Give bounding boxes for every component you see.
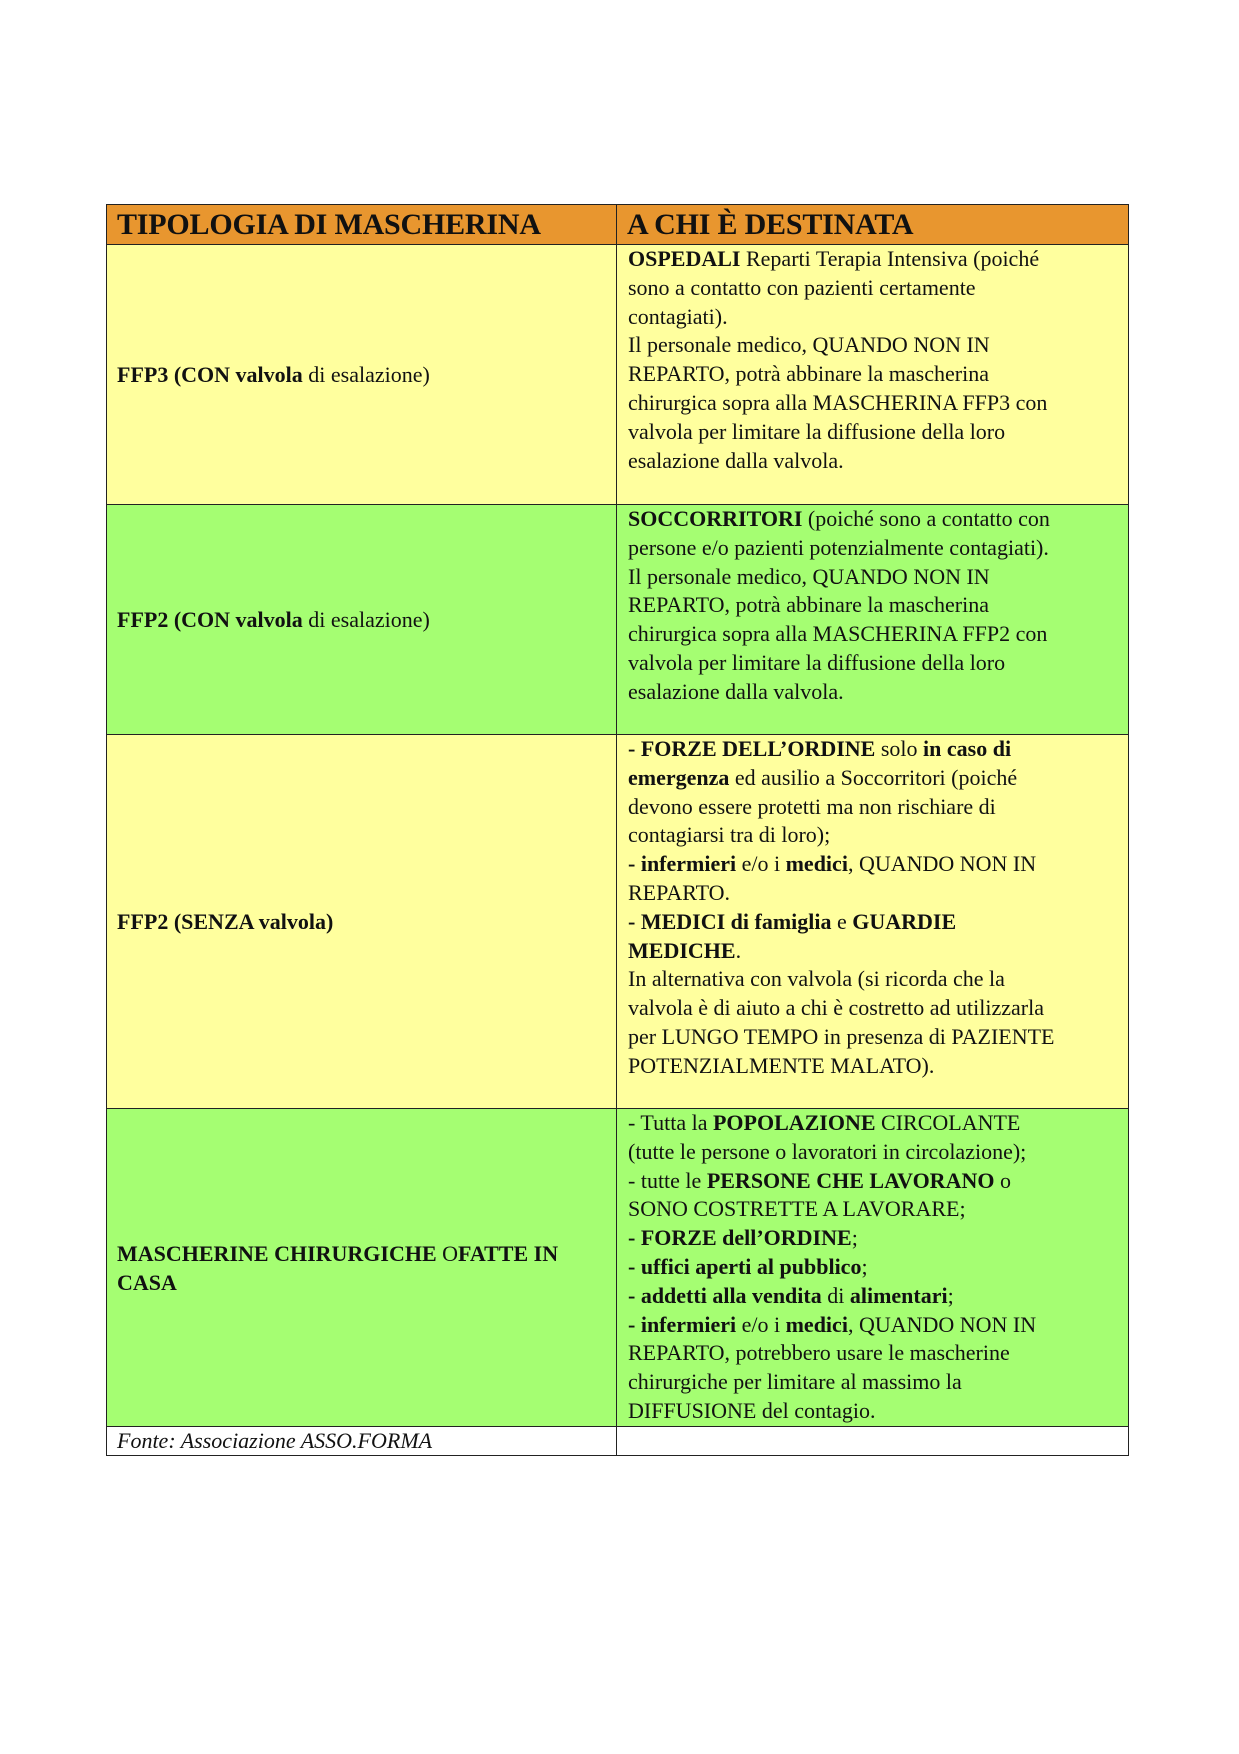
text-segment: CIRCOLANTE (875, 1110, 1021, 1135)
bold-text: MEDICHE (628, 937, 736, 963)
text-segment: ed ausilio a Soccorritori (poiché (729, 764, 1018, 790)
bold-text: - uffici aperti al pubblico (628, 1253, 862, 1279)
text-segment: chirurgiche per limitare al massimo la (628, 1369, 962, 1395)
text-line (628, 1195, 1118, 1224)
bold-text: MASCHERINE CHIRURGICHE (117, 1240, 437, 1266)
bold-text: - FORZE DELL’ORDINE (628, 736, 876, 761)
text-segment: devono essere protetti ma non rischiare di (628, 793, 996, 819)
text-segment: di (821, 1282, 850, 1308)
text-segment: esalazione dalla valvola. (628, 447, 844, 473)
text-segment: contagiarsi tra di loro); (628, 822, 831, 848)
text-line (628, 879, 1118, 908)
text-segment: REPARTO, potrà abbinare la mascherina (628, 592, 989, 618)
text-line (628, 303, 1118, 332)
destination-cell (617, 1109, 1129, 1427)
text-line (628, 678, 1118, 707)
mask-type-bold: FFP2 (SENZA valvola) (117, 909, 334, 934)
bold-text: PERSONE CHE LAVORANO (706, 1167, 995, 1193)
text-segment: valvola per limitare la diffusione della loro (628, 418, 1006, 444)
table-row (107, 1109, 1129, 1427)
table-row (107, 735, 1129, 1109)
mask-table (106, 204, 1129, 1456)
text-line (117, 1241, 458, 1266)
text-line (628, 1253, 1118, 1282)
text-line (628, 850, 1118, 879)
text-segment: ; (947, 1282, 954, 1308)
text-segment: sono a contatto con pazienti certamente (628, 274, 976, 300)
text-line (628, 331, 1118, 360)
text-line (628, 1339, 1118, 1368)
mask-type-cell (107, 245, 617, 505)
bold-text: alimentari (849, 1282, 948, 1308)
text-segment: o (994, 1167, 1011, 1193)
text-line (628, 764, 1118, 793)
text-segment: Il personale medico, QUANDO NON IN (628, 332, 990, 358)
text-line (628, 447, 1118, 476)
text-line (628, 360, 1118, 389)
text-segment: REPARTO. (628, 879, 730, 905)
text-segment: e (831, 908, 853, 934)
text-segment: chirurgica sopra alla MASCHERINA FFP2 con (628, 621, 1048, 647)
text-segment: solo (875, 736, 924, 761)
bold-text: SOCCORRITORI (628, 506, 803, 531)
text-line (628, 649, 1118, 678)
text-line (628, 534, 1118, 563)
text-line (628, 793, 1118, 822)
text-segment: chirurgica sopra alla MASCHERINA FFP3 con (628, 389, 1048, 415)
bold-text: POPOLAZIONE (712, 1110, 876, 1135)
text-segment: , QUANDO NON IN (847, 1311, 1037, 1337)
bold-text: in caso di (923, 736, 1012, 761)
text-segment: per LUNGO TEMPO in presenza di PAZIENTE (628, 1023, 1055, 1049)
bold-text: medici (785, 851, 848, 877)
text-segment: valvola per limitare la diffusione della loro (628, 649, 1006, 675)
text-line (628, 389, 1118, 418)
text-line (628, 735, 1118, 764)
mask-type-text: di esalazione) (302, 607, 430, 632)
mask-type-cell (107, 1109, 617, 1427)
text-line (628, 1311, 1118, 1340)
text-line (628, 965, 1118, 994)
text-segment: , QUANDO NON IN (847, 851, 1037, 877)
text-segment: Reparti Terapia Intensiva (poiché (740, 246, 1040, 271)
text-line (628, 1138, 1118, 1167)
destination-cell (617, 245, 1129, 505)
source-note: Fonte: Associazione ASSO.FORMA (107, 1427, 617, 1456)
text-line (628, 908, 1118, 937)
bold-text: OSPEDALI (628, 246, 741, 271)
table-row (107, 245, 1129, 505)
text-segment: - tutte le (628, 1167, 707, 1193)
mask-type-bold: FFP2 (CON valvola (117, 607, 303, 632)
text-line (628, 937, 1118, 966)
bold-text: - infermieri (628, 851, 737, 877)
text-line (628, 505, 1118, 534)
destination-cell (617, 505, 1129, 735)
table-row (107, 505, 1129, 735)
source-row (107, 1427, 1129, 1456)
text-segment: REPARTO, potrà abbinare la mascherina (628, 361, 989, 387)
text-line (628, 994, 1118, 1023)
text-segment: ; (851, 1225, 858, 1251)
text-line (628, 1167, 1118, 1196)
mask-type-text: di esalazione) (302, 362, 430, 387)
empty-cell (617, 1427, 1129, 1456)
text-line (628, 1368, 1118, 1397)
mask-type-cell (107, 505, 617, 735)
text-line (628, 274, 1118, 303)
header-destination: A CHI È DESTINATA (617, 205, 1129, 245)
bold-text: FATTE IN CASA (117, 1240, 559, 1295)
text-segment: (poiché sono a contatto con (802, 506, 1050, 531)
text-segment: ; (861, 1253, 868, 1279)
bold-text: - FORZE dell’ORDINE (628, 1225, 852, 1251)
text-segment: SONO COSTRETTE A LAVORARE; (628, 1196, 966, 1222)
bold-text: medici (785, 1311, 848, 1337)
bold-text: - infermieri (628, 1311, 737, 1337)
text-segment: valvola è di aiuto a chi è costretto ad utilizzarla (628, 995, 1044, 1021)
destination-cell (617, 735, 1129, 1109)
text-line (628, 591, 1118, 620)
text-line (628, 1397, 1118, 1426)
bold-text: - addetti alla vendita (628, 1282, 822, 1308)
mask-type-cell (107, 735, 617, 1109)
text-segment: - Tutta la (628, 1110, 713, 1135)
bold-text: GUARDIE (852, 908, 957, 934)
bold-text: - MEDICI di famiglia (628, 908, 832, 934)
text-segment: O (436, 1240, 459, 1266)
bold-text: emergenza (628, 764, 730, 790)
text-line (628, 1023, 1118, 1052)
text-segment: e/o i (736, 851, 786, 877)
text-segment: esalazione dalla valvola. (628, 678, 844, 704)
text-segment: contagiati). (628, 303, 728, 329)
text-segment: REPARTO, potrebbero usare le mascherine (628, 1340, 1010, 1366)
text-segment: POTENZIALMENTE MALATO). (628, 1052, 935, 1078)
text-segment: . (735, 937, 742, 963)
text-line (628, 1282, 1118, 1311)
table-header-row (107, 205, 1129, 245)
mask-type-bold: FFP3 (CON valvola (117, 362, 303, 387)
text-line (628, 1109, 1118, 1138)
text-line (628, 1052, 1118, 1081)
text-line (628, 1224, 1118, 1253)
text-segment: Il personale medico, QUANDO NON IN (628, 563, 990, 589)
text-segment: persone e/o pazienti potenzialmente contagiati). (628, 534, 1049, 560)
text-line (628, 563, 1118, 592)
text-segment: (tutte le persone o lavoratori in circolazione); (628, 1138, 1027, 1164)
text-segment: DIFFUSIONE del contagio. (628, 1397, 876, 1423)
text-segment: e/o i (736, 1311, 786, 1337)
text-segment: In alternativa con valvola (si ricorda che la (628, 966, 1005, 992)
header-mask-type: TIPOLOGIA DI MASCHERINA (107, 205, 617, 245)
text-line (628, 620, 1118, 649)
text-line (628, 821, 1118, 850)
text-line (628, 418, 1118, 447)
text-line (628, 245, 1118, 274)
